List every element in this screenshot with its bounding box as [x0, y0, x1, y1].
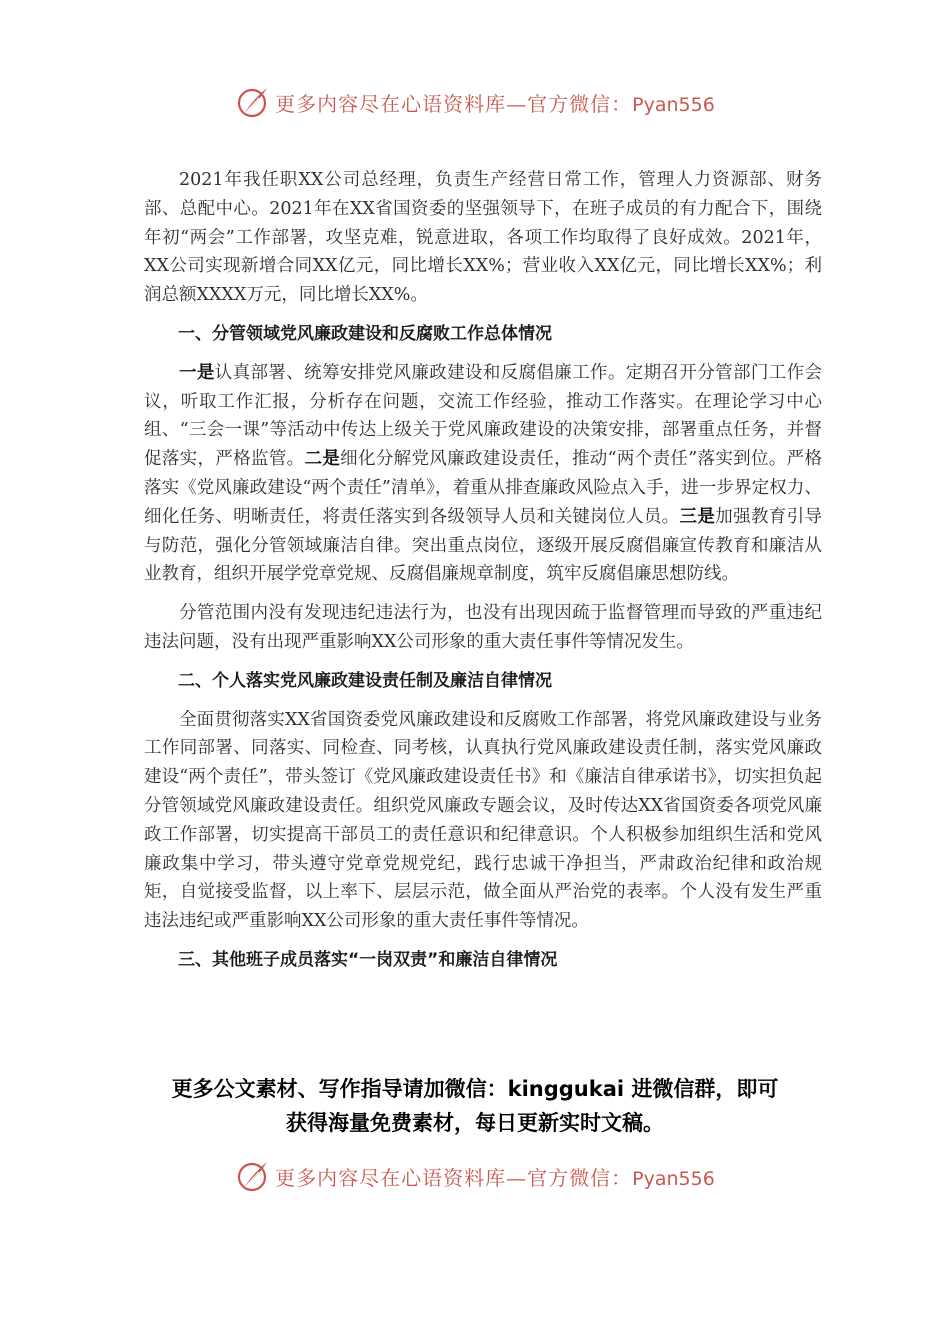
banner-text: 更多内容尽在心语资料库—官方微信：Pyan556: [275, 1165, 715, 1190]
section-heading-1: 一、分管领域党风廉政建设和反腐败工作总体情况: [178, 323, 552, 344]
banner-text: 更多内容尽在心语资料库—官方微信：Pyan556: [275, 91, 715, 116]
quill-logo-icon: [235, 1158, 271, 1194]
lead-1: 一是: [179, 362, 215, 383]
section-heading-3: 三、其他班子成员落实“一岗双责”和廉洁自律情况: [178, 949, 558, 970]
section1-paragraph-2: 分管范围内没有发现违纪违法行为，也没有出现因疏于监督管理而导致的严重违纪违法问题，没有出现严重影响XX公司形象的重大责任事件等情况发生。: [144, 603, 822, 652]
lead-2: 二是: [304, 449, 341, 470]
footer-banner: [0, 1156, 950, 1196]
intro-paragraph: 2021年我任职XX公司总经理，负责生产经营日常工作，管理人力资源部、财务部、总配中心。2021年在XX省国资委的坚强领导下，在班子成员的有力配合下，围绕年初“两会”工作部署，攻坚克难，锐意进取，各项工作均取得了良好成效。2021年，XX公司实现新增合同XX亿元，同比增长XX%；营业收入XX亿元，同比增长XX%；利润总额XXXX万元，同比增长XX%。: [144, 170, 822, 306]
lead-3: 三是: [679, 506, 716, 527]
header-banner: [0, 82, 950, 122]
promo-line-1: 更多公文素材、写作指导请加微信：kinggukai 进微信群，即可: [171, 1077, 779, 1101]
section-heading-2: 二、个人落实党风廉政建设责任制及廉洁自律情况: [178, 670, 552, 691]
section1-paragraph-1: 一是认真部署、统筹安排党风廉政建设和反腐倡廉工作。定期召开分管部门工作会议，听取工作汇报，分析存在问题，交流工作经验，推动工作落实。在理论学习中心组、“三会一课”等活动中传达上级关于党风廉政建设的决策安排，部署重点任务，并督促落实，严格监管。二是细化分解党风廉政建设责任，推动“两个责任”落实到位。严格落实《党风廉政建设“两个责任”清单》，着重从排查廉政风险点入手，进一步界定权力、细化任务、明晰责任，将责任落实到各级领导人员和关键岗位人员。三是加强教育引导与防范，强化分管领域廉洁自律。突出重点岗位，逐级开展反腐倡廉宣传教育和廉洁从业教育，组织开展学党章党规、反腐倡廉规章制度，筑牢反腐倡廉思想防线。: [144, 362, 823, 585]
promo-notice: [120, 1072, 830, 1140]
quill-logo-icon: [235, 84, 271, 120]
promo-line-2: 获得海量免费素材，每日更新实时文稿。: [286, 1111, 664, 1135]
document-body: [144, 166, 822, 985]
section2-paragraph-1: 全面贯彻落实XX省国资委党风廉政建设和反腐败工作部署，将党风廉政建设与业务工作同部署、同落实、同检查、同考核，认真执行党风廉政建设责任制，落实党风廉政建设“两个责任”，带头签订《党风廉政建设责任书》和《廉洁自律承诺书》，切实担负起分管领域党风廉政建设责任。组织党风廉政专题会议，及时传达XX省国资委各项党风廉政工作部署，切实提高干部员工的责任意识和纪律意识。个人积极参加组织生活和党风廉政集中学习，带头遵守党章党规党纪，践行忠诚干净担当，严肃政治纪律和政治规矩，自觉接受监督，以上率下、层层示范，做全面从严治党的表率。个人没有发生严重违法违纪或严重影响XX公司形象的重大责任事件等情况。: [144, 709, 822, 932]
